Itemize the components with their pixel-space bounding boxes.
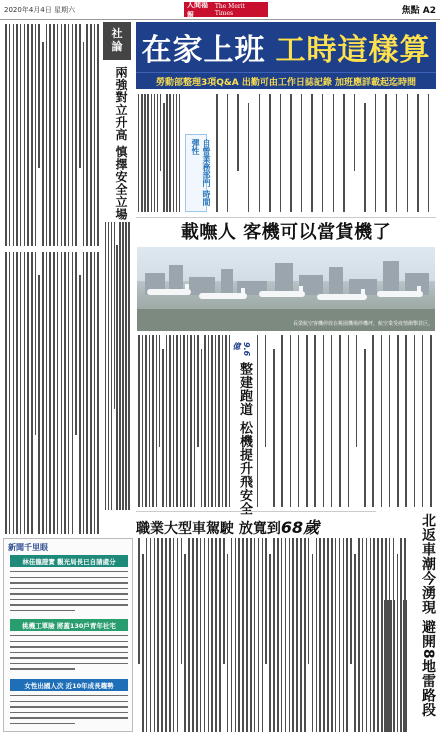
parked-aircraft <box>147 289 191 295</box>
text-line <box>407 94 409 212</box>
text-line <box>417 94 419 212</box>
text-line <box>10 599 128 600</box>
text-line <box>90 24 92 246</box>
text-line <box>201 349 203 507</box>
text-main-right <box>213 94 435 212</box>
text-line <box>343 538 345 732</box>
photo-caption: 長榮航空客機停放在桃園機場停機坪，航空業受疫情衝擊甚巨。 <box>292 321 433 327</box>
text-line <box>145 335 147 507</box>
text-main-left <box>137 94 181 212</box>
text-line <box>10 695 128 696</box>
text-line <box>277 538 279 732</box>
text-line <box>181 538 183 664</box>
text-line <box>346 538 348 732</box>
text-line <box>125 222 127 510</box>
text-line <box>323 538 325 732</box>
text-line <box>157 94 159 212</box>
text-line <box>358 538 360 732</box>
text-line <box>208 538 210 732</box>
text-line <box>142 335 144 507</box>
masthead <box>0 0 440 20</box>
text-line <box>10 712 128 713</box>
text-line <box>428 94 430 212</box>
main-subheadline: 勞動部整理3項Q&A 出勤可由工作日誌記錄 加班應詳載起迄時間 <box>136 72 436 89</box>
text-line <box>300 538 302 732</box>
text-line <box>177 538 179 732</box>
text-line <box>27 24 29 246</box>
text-line <box>79 24 81 168</box>
text-line <box>335 538 337 732</box>
text-line <box>90 252 92 534</box>
text-line <box>316 538 318 732</box>
text-line <box>384 600 386 732</box>
text-line <box>387 600 389 732</box>
text-line <box>397 600 399 686</box>
pullquote-text: 自營業務部門 時間彈性 <box>191 139 211 206</box>
text-line <box>269 94 271 212</box>
text-line <box>10 582 128 583</box>
text-line <box>403 600 405 732</box>
text-line <box>64 252 66 534</box>
text-line <box>231 538 233 732</box>
text-line <box>381 600 383 732</box>
editorial-headline: 兩強對立升高 慎擇安全立場 <box>114 66 128 221</box>
text-line <box>31 24 33 246</box>
text-line <box>147 94 149 212</box>
text-line <box>301 94 303 212</box>
text-line <box>273 349 275 507</box>
text-line <box>94 24 96 246</box>
text-line <box>10 571 128 572</box>
text-line <box>157 538 159 732</box>
text-line <box>179 94 181 212</box>
text-line <box>86 24 88 246</box>
text-line <box>223 538 225 664</box>
text-line <box>9 252 11 534</box>
text-line <box>339 335 341 507</box>
text-line <box>188 538 190 732</box>
text-line <box>339 538 341 732</box>
text-line <box>311 94 313 212</box>
main-headline <box>142 25 431 69</box>
brief-headline: 林佳龍證實 觀光局長已自請處分 <box>10 555 128 567</box>
text-line <box>269 554 271 732</box>
text-line <box>390 600 392 732</box>
parked-aircraft <box>199 293 247 299</box>
text-line <box>397 335 399 507</box>
text-line <box>319 538 321 732</box>
text-line <box>254 538 256 732</box>
text-line <box>141 94 143 212</box>
brief-body <box>10 635 128 674</box>
rail-headline: 北返車潮今湧現 避開8地雷路段 <box>420 513 436 718</box>
text-line <box>149 335 151 507</box>
text-line <box>162 349 164 507</box>
text-line <box>119 222 121 510</box>
text-line <box>265 538 267 664</box>
text-line <box>281 335 283 507</box>
text-line <box>200 538 202 732</box>
text-line <box>5 24 7 246</box>
text-line <box>9 24 11 246</box>
drunk-driving-headline <box>136 511 376 537</box>
text-line <box>280 94 282 212</box>
text-line <box>111 222 113 510</box>
text-line <box>173 335 175 507</box>
text-line <box>49 252 51 534</box>
text-line <box>42 252 44 534</box>
text-line <box>166 94 168 212</box>
text-line <box>304 538 306 732</box>
text-line <box>331 335 333 507</box>
text-line <box>296 538 298 732</box>
text-line <box>405 335 407 507</box>
text-line <box>27 252 29 534</box>
text-line <box>331 538 333 732</box>
brief-body <box>10 695 128 728</box>
text-line <box>165 538 167 732</box>
text-line <box>169 538 171 732</box>
text-line <box>144 94 146 212</box>
text-line <box>16 24 18 246</box>
text-line <box>128 222 130 510</box>
text-line <box>20 24 22 246</box>
text-line <box>356 335 358 447</box>
text-line <box>10 657 128 658</box>
airport-photo <box>137 247 435 331</box>
text-line <box>10 717 128 718</box>
text-line <box>364 349 366 507</box>
text-line <box>10 593 128 594</box>
feature-headline: 整建跑道 松機提升飛安全 <box>237 362 252 516</box>
text-line <box>250 538 252 732</box>
news-briefs-title: 新聞千里眼 <box>8 543 48 552</box>
photo-story-headline <box>136 217 436 244</box>
text-line <box>381 335 383 507</box>
text-line <box>285 538 287 732</box>
text-line <box>216 94 218 212</box>
text-line <box>10 652 128 653</box>
text-line <box>327 538 329 732</box>
text-line <box>10 723 75 724</box>
text-line <box>150 538 152 732</box>
text-line <box>194 335 196 507</box>
text-line <box>57 252 59 534</box>
text-line <box>46 24 48 246</box>
text-line <box>10 635 128 636</box>
main-headline-accent: 工時這樣算 <box>275 33 431 68</box>
text-line <box>364 103 366 212</box>
text-line <box>314 335 316 507</box>
text-line <box>10 701 128 702</box>
text-line <box>373 538 375 732</box>
text-line <box>154 538 156 732</box>
text-line <box>35 24 37 246</box>
text-line <box>430 335 432 507</box>
text-line <box>94 252 96 534</box>
text-line <box>142 554 144 732</box>
text-photo-story <box>254 335 436 507</box>
text-line <box>64 24 66 246</box>
text-line <box>211 538 213 732</box>
text-line <box>354 554 356 732</box>
text-line <box>290 335 292 507</box>
text-line <box>38 24 40 168</box>
text-line <box>10 641 128 642</box>
text-line <box>393 600 395 732</box>
text-line <box>406 600 408 732</box>
text-line <box>248 103 250 212</box>
text-line <box>187 335 189 507</box>
text-line <box>183 335 185 507</box>
issue-date: 2020年4月4日 星期六 <box>4 6 75 14</box>
text-line <box>258 538 260 732</box>
text-line <box>108 222 110 510</box>
text-line <box>362 538 364 732</box>
text-line <box>57 24 59 246</box>
text-line <box>105 222 107 510</box>
text-feature <box>137 335 231 507</box>
brief-body <box>10 571 128 616</box>
text-line <box>72 24 74 246</box>
text-line <box>163 103 165 212</box>
text-line <box>372 335 374 507</box>
logo-english: The Merit Times <box>214 2 246 17</box>
photo-story-headline-text: 載嘸人 客機可以當貨機了 <box>180 222 392 243</box>
editorial-tag <box>103 22 131 60</box>
text-line <box>242 538 244 732</box>
text-line <box>211 335 213 507</box>
text-line <box>350 538 352 664</box>
text-line <box>215 538 217 732</box>
text-line <box>53 24 55 246</box>
text-line <box>24 24 26 246</box>
news-briefs-box <box>3 538 133 732</box>
text-line <box>61 252 63 534</box>
pullquote-box <box>185 134 211 212</box>
text-line <box>68 252 70 534</box>
text-line <box>322 94 324 212</box>
text-line <box>192 538 194 732</box>
text-line <box>138 538 140 664</box>
main-headline-text: 在家上班 <box>141 33 266 68</box>
text-line <box>83 42 85 246</box>
text-line <box>238 538 240 732</box>
drunk-driving-headline-number: 68歲 <box>280 518 320 537</box>
text-line <box>24 252 26 534</box>
text-line <box>5 252 7 534</box>
text-line <box>16 252 18 534</box>
text-line <box>259 94 261 212</box>
text-line <box>156 335 158 507</box>
text-line <box>49 24 51 246</box>
text-line <box>204 538 206 732</box>
text-line <box>10 577 128 578</box>
text-line <box>370 538 372 732</box>
text-line <box>227 554 229 732</box>
text-line <box>53 252 55 534</box>
text-line <box>312 554 314 732</box>
text-line <box>83 252 85 534</box>
text-line <box>38 275 40 534</box>
text-line <box>180 335 182 507</box>
text-line <box>289 538 291 732</box>
text-line <box>323 335 325 507</box>
text-line <box>35 252 37 435</box>
text-line <box>306 335 308 507</box>
text-line <box>159 335 161 447</box>
text-line <box>237 94 239 171</box>
text-line <box>348 335 350 507</box>
text-line <box>10 663 128 664</box>
text-line <box>173 94 175 212</box>
text-line <box>333 94 335 212</box>
section-label: 焦點 A2 <box>401 6 436 16</box>
text-line <box>138 335 140 507</box>
text-line <box>273 538 275 732</box>
text-line <box>97 24 99 246</box>
text-line <box>72 252 74 534</box>
text-line <box>196 538 198 732</box>
text-line <box>116 245 118 510</box>
text-line <box>246 538 248 732</box>
text-line <box>75 252 77 435</box>
text-line <box>354 94 356 171</box>
brief-headline: 女性出國人次 近10年成長趨勢 <box>10 679 128 691</box>
text-line <box>298 335 300 507</box>
text-line <box>10 646 128 647</box>
text-line <box>169 335 171 507</box>
text-editorial <box>104 222 130 510</box>
text-line <box>176 94 178 212</box>
text-line <box>79 275 81 534</box>
text-line <box>414 335 416 507</box>
parked-aircraft <box>259 291 305 297</box>
text-line <box>204 335 206 507</box>
text-line <box>396 94 398 212</box>
text-line <box>219 538 221 732</box>
text-line <box>366 538 368 732</box>
logo-chinese: 人間福報 <box>187 0 208 19</box>
text-line <box>176 335 178 507</box>
text-line <box>13 24 15 246</box>
text-line <box>184 554 186 732</box>
text-line <box>262 538 264 732</box>
newspaper-logo <box>184 2 268 17</box>
text-line <box>229 335 231 507</box>
text-line <box>61 24 63 246</box>
text-left-mid <box>4 252 100 534</box>
text-line <box>377 538 379 732</box>
text-line <box>10 588 128 589</box>
text-line <box>215 335 217 507</box>
text-line <box>10 668 75 669</box>
text-line <box>292 538 294 732</box>
photo-building <box>221 269 233 295</box>
text-line <box>42 42 44 246</box>
text-line <box>257 335 259 507</box>
text-line <box>281 538 283 732</box>
text-line <box>154 94 156 212</box>
text-line <box>265 335 267 447</box>
feature-lead-figure: 9.6億 <box>232 342 251 357</box>
text-line <box>13 252 15 534</box>
text-line <box>375 94 377 212</box>
text-line <box>20 252 22 534</box>
text-line <box>152 335 154 507</box>
text-line <box>97 252 99 534</box>
text-line <box>235 538 237 732</box>
text-line <box>151 94 153 212</box>
text-line <box>86 252 88 534</box>
main-headline-banner <box>136 22 436 72</box>
text-line <box>114 222 116 409</box>
text-line <box>225 335 227 507</box>
text-line <box>227 94 229 212</box>
text-line <box>389 335 391 507</box>
text-line <box>308 538 310 664</box>
text-line <box>146 538 148 732</box>
text-line <box>208 335 210 507</box>
text-line <box>197 335 199 447</box>
text-line <box>343 94 345 212</box>
editorial-tag-line1: 社 <box>111 27 123 41</box>
text-line <box>122 222 124 510</box>
text-rail <box>380 600 408 732</box>
text-line <box>10 706 128 707</box>
text-line <box>161 538 163 732</box>
text-line <box>10 604 128 605</box>
photo-building <box>329 267 343 295</box>
text-line <box>190 335 192 507</box>
text-line <box>160 94 162 171</box>
text-line <box>75 24 77 246</box>
text-line <box>385 94 387 212</box>
parked-aircraft <box>317 294 367 300</box>
photo-building <box>383 261 399 295</box>
text-line <box>46 252 48 534</box>
text-line <box>222 335 224 507</box>
parked-aircraft <box>377 291 423 297</box>
text-left-top <box>4 24 100 246</box>
text-line <box>173 538 175 732</box>
text-line <box>10 610 75 611</box>
text-line <box>290 94 292 212</box>
drunk-driving-headline-text: 職業大型車駕駛 放寬到 <box>136 521 281 537</box>
text-line <box>169 94 171 212</box>
text-line <box>138 94 140 212</box>
brief-headline: 桃機工單險 將蓋130戶青年社宅 <box>10 619 128 631</box>
text-line <box>68 24 70 246</box>
editorial-tag-line2: 論 <box>111 40 123 53</box>
text-drunk-driving <box>137 538 407 732</box>
text-line <box>218 335 220 507</box>
text-line <box>400 611 402 732</box>
text-line <box>31 252 33 534</box>
text-line <box>422 335 424 507</box>
text-line <box>166 335 168 507</box>
